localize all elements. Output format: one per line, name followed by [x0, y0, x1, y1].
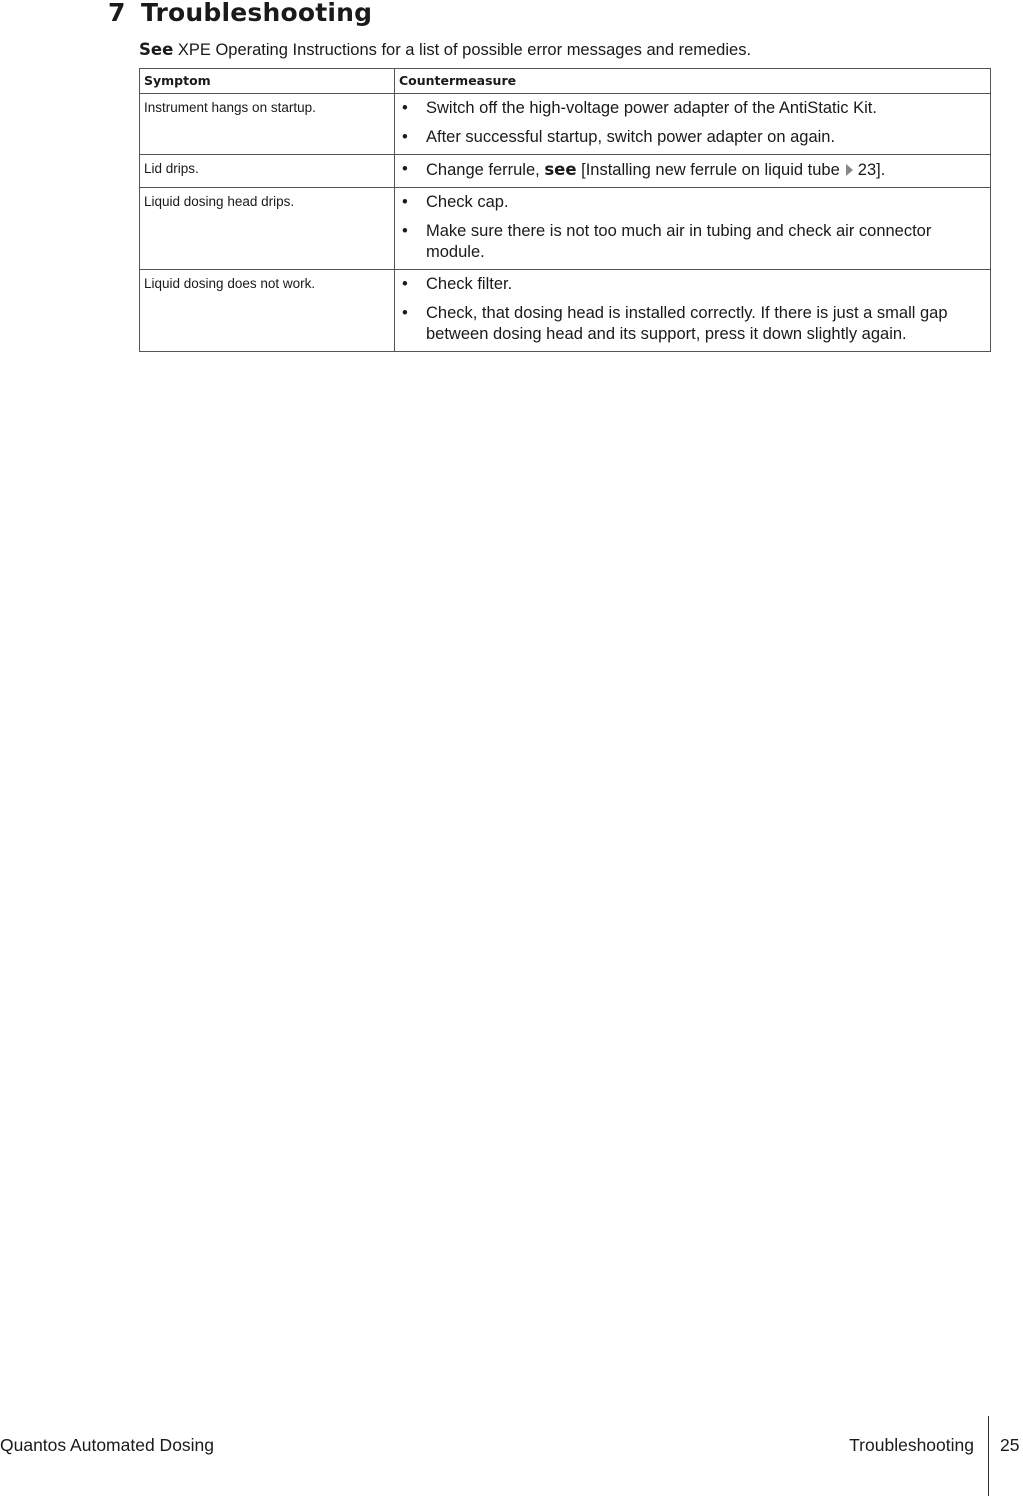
section-heading — [108, 0, 372, 27]
table-row — [140, 188, 991, 270]
countermeasure-text: Change ferrule, — [426, 161, 545, 179]
countermeasure-cell — [395, 94, 991, 155]
countermeasure-item — [399, 303, 986, 345]
symptom-cell: Liquid dosing does not work. — [140, 270, 395, 352]
header-countermeasure: Countermeasure — [395, 69, 991, 94]
countermeasure-item — [399, 274, 986, 295]
symptom-cell: Instrument hangs on startup. — [140, 94, 395, 155]
countermeasure-item — [399, 127, 986, 148]
table-row — [140, 270, 991, 352]
intro-see: See — [139, 40, 174, 59]
countermeasure-item — [399, 159, 986, 181]
intro-paragraph — [139, 40, 751, 60]
bullet-icon: • — [402, 99, 408, 117]
footer-divider — [988, 1416, 989, 1496]
reference-page[interactable]: 23]. — [857, 161, 886, 179]
bullet-icon: • — [402, 160, 408, 178]
triangle-right-icon — [846, 164, 853, 176]
bullet-icon: • — [402, 128, 408, 146]
countermeasure-text: Check, that dosing head is installed correctly. If there is just a small gap between dosing head and its support, press it down slightly again. — [426, 304, 948, 343]
intro-text: XPE Operating Instructions for a list of possible error messages and remedies. — [173, 41, 752, 59]
footer-product-name: Quantos Automated Dosing — [0, 1435, 215, 1455]
header-symptom: Symptom — [140, 69, 395, 94]
bullet-icon: • — [402, 193, 408, 211]
countermeasure-text: Make sure there is not too much air in tubing and check air connector module. — [426, 222, 932, 261]
bullet-icon: • — [402, 275, 408, 293]
section-number: 7 — [108, 0, 126, 27]
bullet-icon: • — [402, 222, 408, 240]
countermeasure-text: After successful startup, switch power adapter on again. — [426, 128, 836, 146]
countermeasure-item — [399, 192, 986, 213]
table-header-row — [140, 69, 991, 94]
see-link[interactable]: see — [544, 160, 577, 179]
countermeasure-item — [399, 221, 986, 263]
countermeasure-text: Check cap. — [426, 193, 509, 211]
symptom-cell: Liquid dosing head drips. — [140, 188, 395, 270]
table-row — [140, 94, 991, 155]
reference-text[interactable]: [Installing new ferrule on liquid tube — [576, 161, 840, 179]
footer-chapter-name: Troubleshooting — [849, 1435, 974, 1455]
table-row — [140, 155, 991, 188]
countermeasure-cell — [395, 188, 991, 270]
countermeasure-cell — [395, 155, 991, 188]
footer-page-number: 25 — [1000, 1435, 1020, 1455]
countermeasure-item — [399, 98, 986, 119]
countermeasure-cell — [395, 270, 991, 352]
symptom-cell: Lid drips. — [140, 155, 395, 188]
bullet-icon: • — [402, 304, 408, 322]
countermeasure-text: Switch off the high-voltage power adapter of the AntiStatic Kit. — [426, 99, 877, 117]
troubleshooting-table — [139, 68, 991, 352]
section-title: Troubleshooting — [141, 0, 373, 27]
countermeasure-text: Check filter. — [426, 275, 513, 293]
